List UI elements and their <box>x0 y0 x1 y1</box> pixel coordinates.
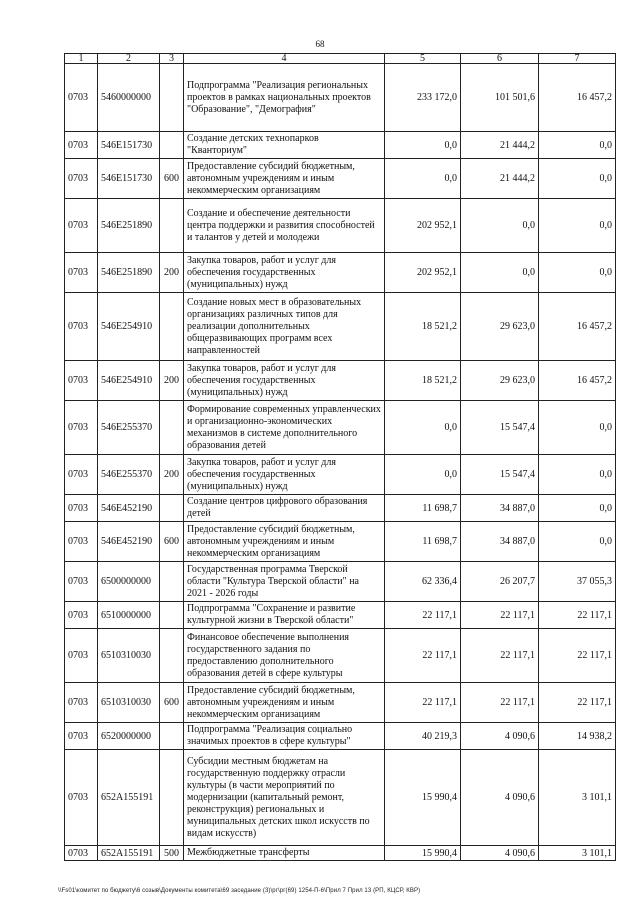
section-code-cell: 0703 <box>65 683 98 723</box>
column-header: 3 <box>160 54 184 64</box>
amount-2024-cell: 0,0 <box>385 132 461 159</box>
target-article-cell: 6510000000 <box>98 602 160 629</box>
amount-2025-cell: 21 444,2 <box>461 132 539 159</box>
table-row <box>65 683 616 723</box>
section-code-cell: 0703 <box>65 723 98 750</box>
table-row <box>65 629 616 683</box>
amount-2026-cell: 0,0 <box>539 495 616 522</box>
amount-2026-cell: 22 117,1 <box>539 683 616 723</box>
column-header: 1 <box>65 54 98 64</box>
expense-type-cell: 600 <box>160 159 184 199</box>
section-code-cell: 0703 <box>65 361 98 401</box>
target-article-cell: 5460000000 <box>98 64 160 132</box>
file-path-footer: \\Fs01\комитет по бюджету\6 созыв\Документы комитета\69 заседание (3)\рг\рг(69) 1254-П-6\Прил 7 Прил 13 (РП, КЦСР, КВР) <box>58 888 421 894</box>
amount-2024-cell: 22 117,1 <box>385 602 461 629</box>
table-row <box>65 723 616 750</box>
amount-2025-cell: 4 090,6 <box>461 846 539 861</box>
amount-2026-cell: 3 101,1 <box>539 846 616 861</box>
expense-type-cell <box>160 723 184 750</box>
description-cell: Создание и обеспечение деятельности центра поддержки и развития способностей и талантов у детей и молодежи <box>184 199 385 253</box>
target-article-cell: 6510310030 <box>98 683 160 723</box>
description-cell: Государственная программа Тверской области "Культура Тверской области" на 2021 - 2026 годы <box>184 562 385 602</box>
table-row <box>65 253 616 293</box>
amount-2024-cell: 0,0 <box>385 455 461 495</box>
amount-2025-cell: 34 887,0 <box>461 522 539 562</box>
expense-type-cell <box>160 199 184 253</box>
expense-type-cell <box>160 401 184 455</box>
target-article-cell: 546E151730 <box>98 159 160 199</box>
expense-type-cell <box>160 495 184 522</box>
column-header: 4 <box>184 54 385 64</box>
amount-2026-cell: 0,0 <box>539 253 616 293</box>
section-code-cell: 0703 <box>65 455 98 495</box>
description-cell: Закупка товаров, работ и услуг для обеспечения государственных (муниципальных) нужд <box>184 361 385 401</box>
table-row <box>65 64 616 132</box>
description-cell: Предоставление субсидий бюджетным, автономным учреждениям и иным некоммерческим организациям <box>184 159 385 199</box>
amount-2026-cell: 0,0 <box>539 455 616 495</box>
amount-2025-cell: 101 501,6 <box>461 64 539 132</box>
target-article-cell: 546E452190 <box>98 495 160 522</box>
section-code-cell: 0703 <box>65 159 98 199</box>
amount-2026-cell: 22 117,1 <box>539 629 616 683</box>
section-code-cell: 0703 <box>65 846 98 861</box>
amount-2024-cell: 15 990,4 <box>385 750 461 846</box>
amount-2024-cell: 0,0 <box>385 401 461 455</box>
amount-2024-cell: 22 117,1 <box>385 629 461 683</box>
target-article-cell: 546E255370 <box>98 455 160 495</box>
table-row <box>65 199 616 253</box>
amount-2025-cell: 34 887,0 <box>461 495 539 522</box>
description-cell: Предоставление субсидий бюджетным, автономным учреждениям и иным некоммерческим организациям <box>184 522 385 562</box>
description-cell: Подпрограмма "Реализация социально значимых проектов в сфере культуры" <box>184 723 385 750</box>
target-article-cell: 546E251890 <box>98 199 160 253</box>
section-code-cell: 0703 <box>65 562 98 602</box>
table-row <box>65 602 616 629</box>
expense-type-cell <box>160 750 184 846</box>
amount-2024-cell: 18 521,2 <box>385 293 461 361</box>
section-code-cell: 0703 <box>65 64 98 132</box>
description-cell: Подпрограмма "Сохранение и развитие культурной жизни в Тверской области" <box>184 602 385 629</box>
description-cell: Закупка товаров, работ и услуг для обеспечения государственных (муниципальных) нужд <box>184 455 385 495</box>
column-header: 7 <box>539 54 616 64</box>
description-cell: Формирование современных управленческих и организационно-экономических механизмов в системе дополнительного образования детей <box>184 401 385 455</box>
target-article-cell: 652A155191 <box>98 750 160 846</box>
table-row <box>65 495 616 522</box>
expense-type-cell: 200 <box>160 455 184 495</box>
amount-2026-cell: 3 101,1 <box>539 750 616 846</box>
amount-2024-cell: 22 117,1 <box>385 683 461 723</box>
amount-2026-cell: 0,0 <box>539 401 616 455</box>
table-row <box>65 455 616 495</box>
amount-2025-cell: 29 623,0 <box>461 293 539 361</box>
budget-table <box>64 53 616 861</box>
table-row <box>65 846 616 861</box>
amount-2026-cell: 16 457,2 <box>539 293 616 361</box>
column-header: 5 <box>385 54 461 64</box>
section-code-cell: 0703 <box>65 522 98 562</box>
table-row <box>65 361 616 401</box>
expense-type-cell <box>160 629 184 683</box>
expense-type-cell: 500 <box>160 846 184 861</box>
amount-2026-cell: 16 457,2 <box>539 64 616 132</box>
amount-2026-cell: 37 055,3 <box>539 562 616 602</box>
description-cell: Предоставление субсидий бюджетным, автономным учреждениям и иным некоммерческим организациям <box>184 683 385 723</box>
section-code-cell: 0703 <box>65 199 98 253</box>
amount-2025-cell: 15 547,4 <box>461 401 539 455</box>
target-article-cell: 546E452190 <box>98 522 160 562</box>
amount-2024-cell: 202 952,1 <box>385 199 461 253</box>
target-article-cell: 6520000000 <box>98 723 160 750</box>
amount-2025-cell: 22 117,1 <box>461 629 539 683</box>
amount-2026-cell: 0,0 <box>539 159 616 199</box>
amount-2026-cell: 14 938,2 <box>539 723 616 750</box>
expense-type-cell <box>160 132 184 159</box>
section-code-cell: 0703 <box>65 495 98 522</box>
table-row <box>65 522 616 562</box>
table-header-row <box>65 54 616 64</box>
description-cell: Создание новых мест в образовательных организациях различных типов для реализации дополнительных общеразвивающих программ всех направленностей <box>184 293 385 361</box>
expense-type-cell <box>160 602 184 629</box>
target-article-cell: 6500000000 <box>98 562 160 602</box>
target-article-cell: 546E254910 <box>98 361 160 401</box>
table-row <box>65 562 616 602</box>
amount-2026-cell: 22 117,1 <box>539 602 616 629</box>
section-code-cell: 0703 <box>65 293 98 361</box>
expense-type-cell: 200 <box>160 361 184 401</box>
amount-2025-cell: 21 444,2 <box>461 159 539 199</box>
amount-2025-cell: 29 623,0 <box>461 361 539 401</box>
amount-2025-cell: 15 547,4 <box>461 455 539 495</box>
expense-type-cell: 200 <box>160 253 184 293</box>
section-code-cell: 0703 <box>65 602 98 629</box>
amount-2024-cell: 11 698,7 <box>385 495 461 522</box>
target-article-cell: 6510310030 <box>98 629 160 683</box>
target-article-cell: 652A155191 <box>98 846 160 861</box>
description-cell: Создание центров цифрового образования детей <box>184 495 385 522</box>
page-number: 68 <box>315 39 325 49</box>
column-header: 6 <box>461 54 539 64</box>
amount-2025-cell: 22 117,1 <box>461 683 539 723</box>
amount-2024-cell: 18 521,2 <box>385 361 461 401</box>
target-article-cell: 546E251890 <box>98 253 160 293</box>
table-row <box>65 293 616 361</box>
table-row <box>65 159 616 199</box>
description-cell: Финансовое обеспечение выполнения государственного задания по предоставлению дополнительного образования детей в сфере культуры <box>184 629 385 683</box>
amount-2026-cell: 0,0 <box>539 199 616 253</box>
section-code-cell: 0703 <box>65 750 98 846</box>
amount-2024-cell: 233 172,0 <box>385 64 461 132</box>
amount-2024-cell: 0,0 <box>385 159 461 199</box>
amount-2024-cell: 62 336,4 <box>385 562 461 602</box>
amount-2026-cell: 16 457,2 <box>539 361 616 401</box>
amount-2026-cell: 0,0 <box>539 522 616 562</box>
column-header: 2 <box>98 54 160 64</box>
expense-type-cell <box>160 293 184 361</box>
amount-2025-cell: 0,0 <box>461 199 539 253</box>
description-cell: Закупка товаров, работ и услуг для обеспечения государственных (муниципальных) нужд <box>184 253 385 293</box>
expense-type-cell: 600 <box>160 522 184 562</box>
expense-type-cell <box>160 64 184 132</box>
description-cell: Создание детских технопарков "Кванториум" <box>184 132 385 159</box>
target-article-cell: 546E151730 <box>98 132 160 159</box>
description-cell: Подпрограмма "Реализация региональных проектов в рамках национальных проектов "Образование", "Демография" <box>184 64 385 132</box>
amount-2025-cell: 26 207,7 <box>461 562 539 602</box>
amount-2025-cell: 0,0 <box>461 253 539 293</box>
amount-2024-cell: 15 990,4 <box>385 846 461 861</box>
section-code-cell: 0703 <box>65 629 98 683</box>
amount-2024-cell: 40 219,3 <box>385 723 461 750</box>
table-row <box>65 401 616 455</box>
amount-2024-cell: 11 698,7 <box>385 522 461 562</box>
section-code-cell: 0703 <box>65 132 98 159</box>
description-cell: Межбюджетные трансферты <box>184 846 385 861</box>
table-row <box>65 750 616 846</box>
expense-type-cell: 600 <box>160 683 184 723</box>
expense-type-cell <box>160 562 184 602</box>
section-code-cell: 0703 <box>65 401 98 455</box>
target-article-cell: 546E254910 <box>98 293 160 361</box>
amount-2025-cell: 4 090,6 <box>461 750 539 846</box>
amount-2024-cell: 202 952,1 <box>385 253 461 293</box>
section-code-cell: 0703 <box>65 253 98 293</box>
description-cell: Субсидии местным бюджетам на государственную поддержку отрасли культуры (в части мероприятий по модернизации (капитальный ремонт, реконструкция) региональных и муниципальных детских школ искусств по видам искусств) <box>184 750 385 846</box>
target-article-cell: 546E255370 <box>98 401 160 455</box>
amount-2025-cell: 22 117,1 <box>461 602 539 629</box>
amount-2025-cell: 4 090,6 <box>461 723 539 750</box>
amount-2026-cell: 0,0 <box>539 132 616 159</box>
table-row <box>65 132 616 159</box>
